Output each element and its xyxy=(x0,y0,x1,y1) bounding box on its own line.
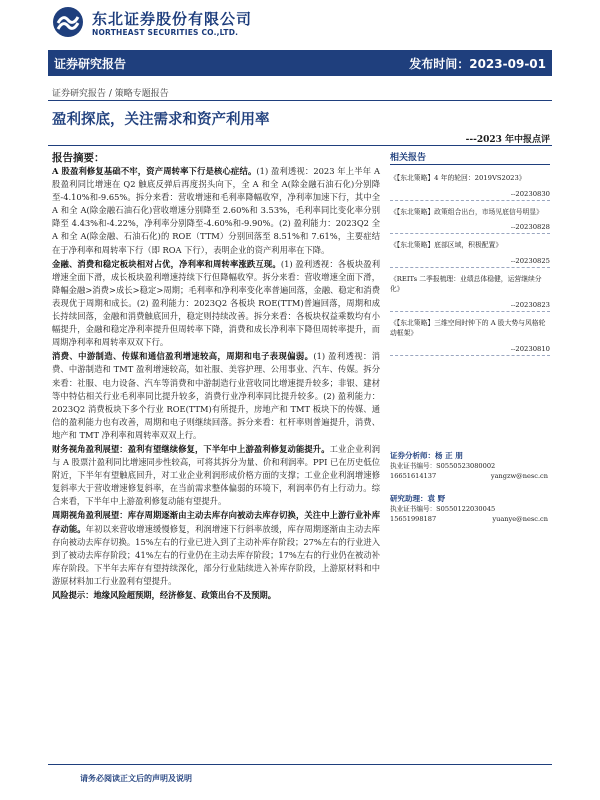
paragraph-lead: 金融、消费和稳定板块相对占优，净利率和周转率涨跌互现。 xyxy=(52,258,281,269)
analyst-role: 研究助理：袁 野 xyxy=(390,494,446,503)
related-report-date: --20230830 xyxy=(390,190,550,201)
paragraph-lead: 财务视角盈利展望：盈利有望继续修复，下半年中上游盈利修复动能提升。 xyxy=(52,443,330,454)
footer-divider xyxy=(48,764,552,765)
related-reports-header xyxy=(390,150,550,165)
analyst-license: 执业证书编号：S0550122030045 xyxy=(390,505,496,513)
title-divider xyxy=(48,145,552,146)
related-report-item[interactable] xyxy=(390,318,550,356)
related-report-item[interactable] xyxy=(390,274,550,312)
analyst-contact xyxy=(390,514,550,524)
publish-date: 发布时间：2023-09-01 xyxy=(409,57,546,71)
related-report-title: 《REITs 二季报梳理：业绩总体稳健，运营继续分化》 xyxy=(390,274,542,293)
analyst-contact xyxy=(390,471,550,481)
related-report-date: --20230810 xyxy=(390,345,550,356)
summary-paragraph xyxy=(52,350,380,442)
page-title: 盈利探底，关注需求和资产利用率 xyxy=(52,111,270,128)
related-report-title: 《【东北策略】政策组合出台，市场见底信号明显》 xyxy=(390,207,543,216)
analyst-email[interactable]: yangzw@nesc.cn xyxy=(490,472,548,480)
paragraph-lead: 消费、中游制造、传媒和通信盈利增速较高，周期和电子表现偏弱。 xyxy=(52,351,314,362)
logo-english-name: NORTHEAST SECURITIES CO.,LTD. xyxy=(92,28,239,37)
analyst-role: 证券分析师：杨 正 朋 xyxy=(390,451,463,460)
summary-paragraph xyxy=(52,443,380,508)
paragraph-text: 年初以来营收增速缓慢修复，利润增速下行斜率放缓，库存周期逐渐由主动去库存向被动去库存切换。15%左右的行业已进入到了主动补库存阶段；27%左右的行业进入到了被动去库存阶段；41%左右的行业仍在主动去库存阶段；17%左右的行业仍在被动补库存阶段。下半年去库存有望持续深化，部分行业陆续进入补库存阶段，上游原材料和中游原材料加工行业盈利有望提升。 xyxy=(52,523,380,586)
summary-paragraph xyxy=(52,258,380,350)
report-type: 证券研究报告 xyxy=(54,57,127,71)
analyst-license: 执业证书编号：S0550523080002 xyxy=(390,462,496,470)
related-report-date: --20230823 xyxy=(390,301,550,312)
related-report-date: --20230828 xyxy=(390,223,550,234)
paragraph-lead: 风险提示：地缘风险超预期，经济修复、政策出台不及预期。 xyxy=(52,590,277,600)
company-logo-icon xyxy=(52,6,84,38)
summary-label: 报告摘要： xyxy=(52,152,105,164)
summary-paragraph xyxy=(52,165,380,257)
breadcrumb-divider xyxy=(48,100,552,101)
related-report-date: --20230825 xyxy=(390,257,550,268)
company-logo xyxy=(52,6,272,40)
paragraph-text: (1) 盈利透视：2023 年上半年 A 股盈利同比增速在 Q2 触底反弹后再度拐头向下，全 A 和全 A(除金融石油石化)分别降至-4.10%和-9.65%。拆分来看：营收增速和毛利率降幅收窄，净利率加速下行，其中全 A 和全 A(除金融石油石化)营收增速分别降至 2.60%和 3.53%，毛利率同比变化率分别降至 4.43%和-4.22%，净利率分别降至-4.60%和-9.90%。(2) 盈利能力：2023Q2 全 A 和全 A(除金融、石油石化)的 ROE（TTM）分别回落至 8.51%和 7.61%，主要症结在于净利率和周转率下行（即 ROA 下行），表明企业的资产利用率在下降。 xyxy=(52,166,380,255)
paragraph-text: (1) 盈利透视：消费、中游制造和 TMT 盈利增速较高，如社服、美容护理、公用事业、汽车、传媒。拆分来看：社服、电力设备、汽车等消费和中游制造行业营收同比增速提升较多；非银、建材等中特估相关行业毛利率同比提升较多，消费行业净利率同比提升较多。(2) 盈利能力：2023Q2 消费板块下多个行业 ROE(TTM)有所提升，房地产和 TMT 板块下的传媒、通信的盈利能力也有改善，周期和电子则继续回落。拆分来看：杠杆率则普遍提升，消费、地产和 TMT 净利率和周转率双双上行。 xyxy=(52,351,380,440)
related-reports-label: 相关报告 xyxy=(390,153,427,163)
summary-body xyxy=(52,165,380,603)
footer-disclaimer: 请务必阅读正文后的声明及说明 xyxy=(80,773,192,783)
related-report-item[interactable] xyxy=(390,173,550,201)
analyst-panel xyxy=(390,450,550,536)
analyst-phone: 16651614137 xyxy=(390,472,437,480)
paragraph-lead: A 股盈利修复基础不牢，资产周转率下行是核心症结。 xyxy=(52,166,257,176)
related-reports-panel xyxy=(390,150,550,362)
related-report-title: 《【东北策略】三维空间时钟下的 A 股大势与风格轮动框架》 xyxy=(390,318,546,337)
paragraph-text: 工业企业利润与 A 股票汁盈利同比增速同步性较高，可将其拆分为量、价和利润率。PPI 已在历史低位附近，下半年有望触底回升，对工业企业利润形成价格方面的支撑；工业企业利润增速修复斜率大于营收增速修复斜率，在当前需求整体偏弱的环境下，利润率仍有上行动力。综合来看，下半年中上游盈利修复动能有望提升。 xyxy=(52,443,380,507)
related-report-title: 《【东北策略】4 年的轮回：2019VS2023》 xyxy=(390,174,526,182)
breadcrumb: 证券研究报告 / 策略专题报告 xyxy=(52,89,169,99)
related-report-item[interactable] xyxy=(390,240,550,268)
related-report-title: 《【东北策略】底部区域，积极配置》 xyxy=(390,241,503,249)
analyst-phone: 15651998187 xyxy=(390,515,437,523)
paragraph-text: (1) 盈利透视：各板块盈利增速全面下滑，成长板块盈利增速持续下行但降幅收窄。拆分来看：营收增速全面下滑，降幅金融>消费>成长>稳定>周期；毛利率和净利率变化率普遍回落，金融、稳定和消费表现优于周期和成长。(2) 盈利能力：2023Q2 各板块 ROE(TTM)普遍回落，周期和成长持续回落，金融和消费触底回升，稳定则持续改善。拆分来看：各板块权益乘数均有小幅提升，金融和稳定净利率提升但周转率下降，消费和成长净利率下降但周转率提升，而周期净利率和周转率双双下行。 xyxy=(52,258,380,348)
logo-chinese-name: 东北证券股份有限公司 xyxy=(92,10,253,28)
analyst-card xyxy=(390,493,550,524)
paragraph-lead: 周期视角盈利展望：库存周期逐渐由主动去库存向被动去库存切换，关注中上游行业补库存动能。 xyxy=(52,510,380,534)
analyst-email[interactable]: yuanye@nesc.cn xyxy=(492,515,548,523)
summary-paragraph xyxy=(52,509,380,588)
page-subtitle: ---2023 年中报点评 xyxy=(465,135,550,145)
related-report-item[interactable] xyxy=(390,207,550,235)
related-reports-list xyxy=(390,173,550,356)
analyst-card xyxy=(390,450,550,481)
risk-warning xyxy=(52,589,380,602)
header-banner xyxy=(48,50,552,76)
